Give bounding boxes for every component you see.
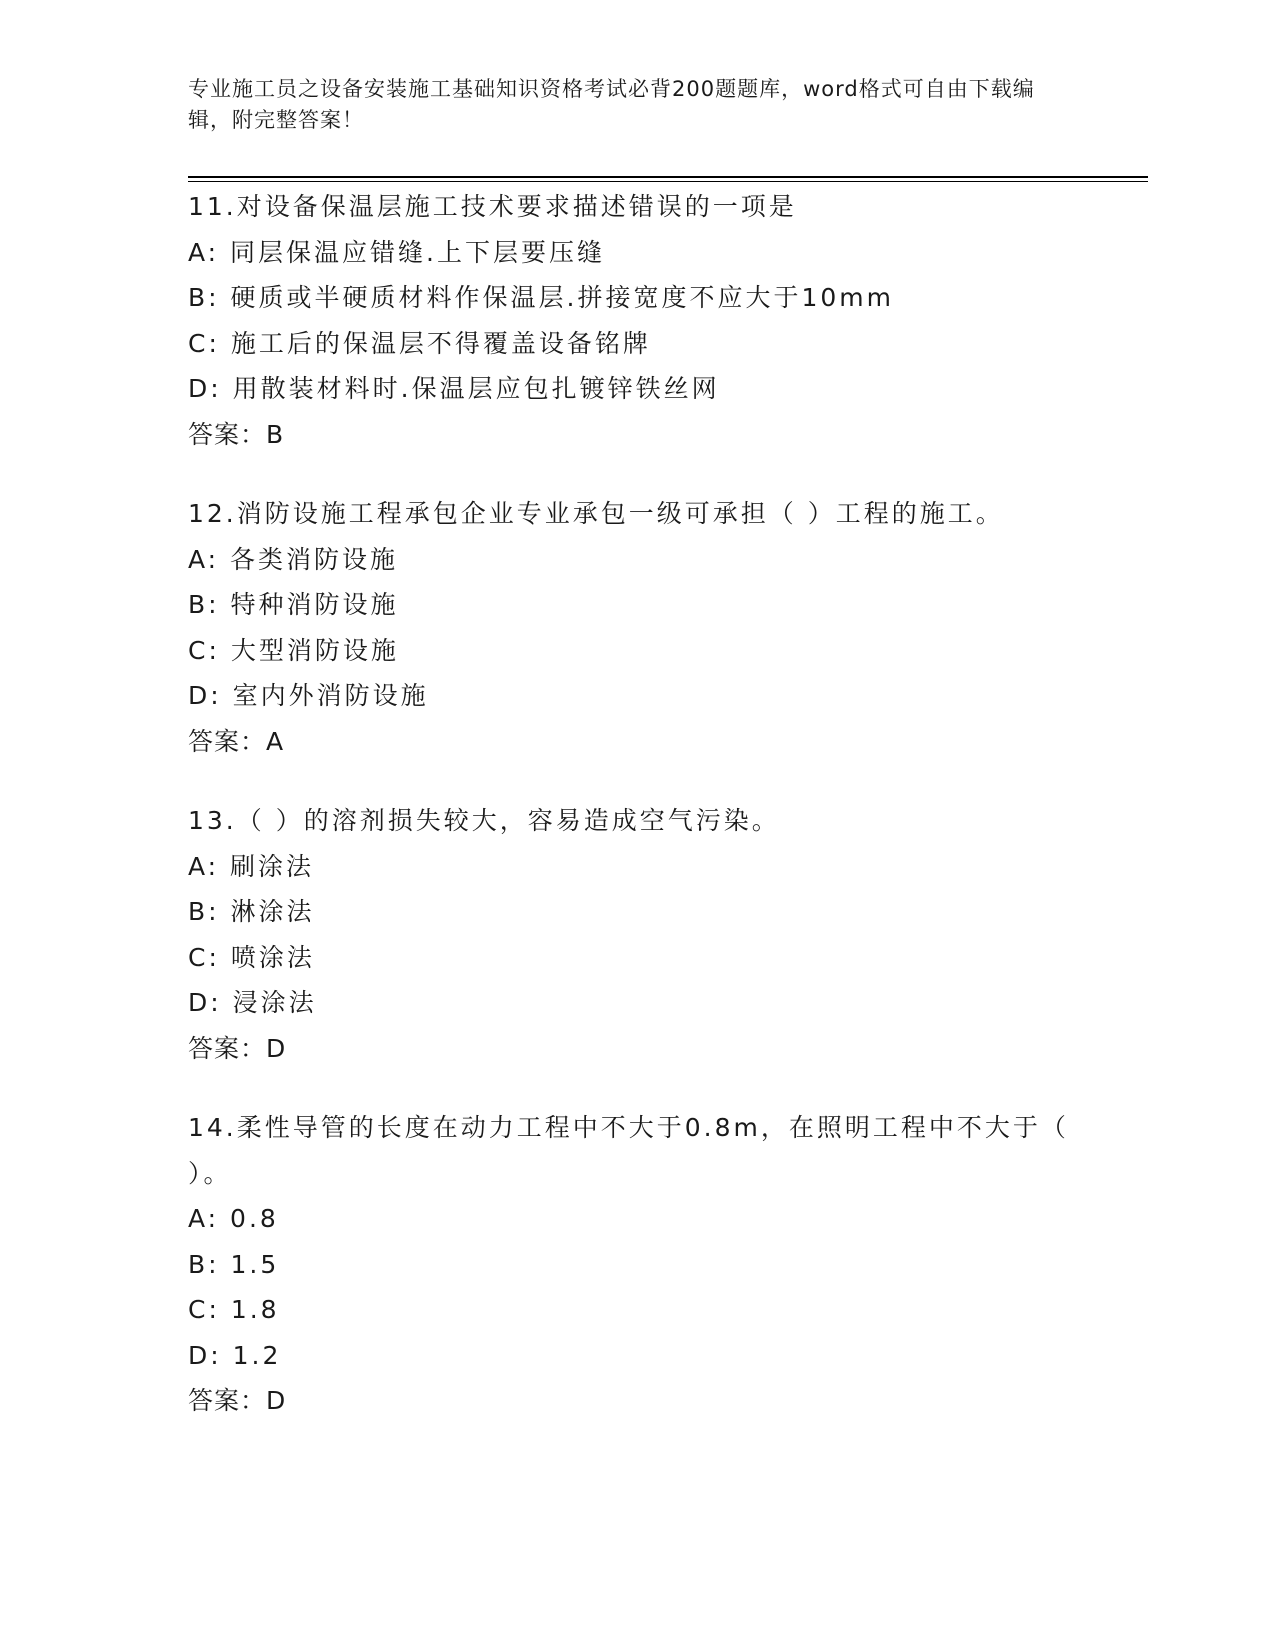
question-stem: 13.（ ）的溶剂损失较大，容易造成空气污染。 bbox=[188, 806, 780, 835]
option-d: D: 用散装材料时.保温层应包扎镀锌铁丝网 bbox=[188, 374, 720, 403]
option-a: A: 各类消防设施 bbox=[188, 544, 399, 574]
option-c: C: 喷涂法 bbox=[188, 942, 315, 972]
option-d: D: 1.2 bbox=[188, 1340, 282, 1370]
answer: 答案：D bbox=[188, 1386, 287, 1415]
option-b: B: 淋涂法 bbox=[188, 897, 315, 926]
option-a: A: 同层保温应错缝.上下层要压缝 bbox=[188, 237, 605, 267]
option-b: B: 1.5 bbox=[188, 1249, 280, 1279]
option-b: B: 特种消防设施 bbox=[188, 590, 399, 619]
question-stem: 14.柔性导管的长度在动力工程中不大于0.8m，在照明工程中不大于（ ）。 bbox=[188, 1113, 1069, 1188]
option-d: D: 室内外消防设施 bbox=[188, 681, 429, 710]
question-11 bbox=[188, 184, 1088, 457]
option-c: C: 大型消防设施 bbox=[188, 635, 399, 665]
option-c: C: 施工后的保温层不得覆盖设备铭牌 bbox=[188, 328, 651, 358]
question-13 bbox=[188, 798, 1088, 1071]
option-a: A: 0.8 bbox=[188, 1204, 279, 1233]
header-rule-thick bbox=[188, 176, 1148, 178]
option-b: B: 硬质或半硬质材料作保温层.拼接宽度不应大于10mm bbox=[188, 283, 894, 312]
document-header: 专业施工员之设备安装施工基础知识资格考试必背200题题库，word格式可自由下载编辑，附完整答案！ bbox=[188, 77, 1035, 132]
question-stem: 11.对设备保温层施工技术要求描述错误的一项是 bbox=[188, 192, 797, 221]
header-rule-thin bbox=[188, 181, 1148, 182]
option-a: A: 刷涂法 bbox=[188, 851, 315, 881]
question-stem: 12.消防设施工程承包企业专业承包一级可承担（ ）工程的施工。 bbox=[188, 499, 1004, 528]
answer: 答案：B bbox=[188, 419, 285, 449]
answer: 答案：D bbox=[188, 1033, 287, 1063]
option-d: D: 浸涂法 bbox=[188, 988, 317, 1017]
question-12 bbox=[188, 491, 1088, 764]
option-c: C: 1.8 bbox=[188, 1295, 280, 1324]
answer: 答案：A bbox=[188, 726, 285, 756]
question-14 bbox=[188, 1105, 1088, 1424]
